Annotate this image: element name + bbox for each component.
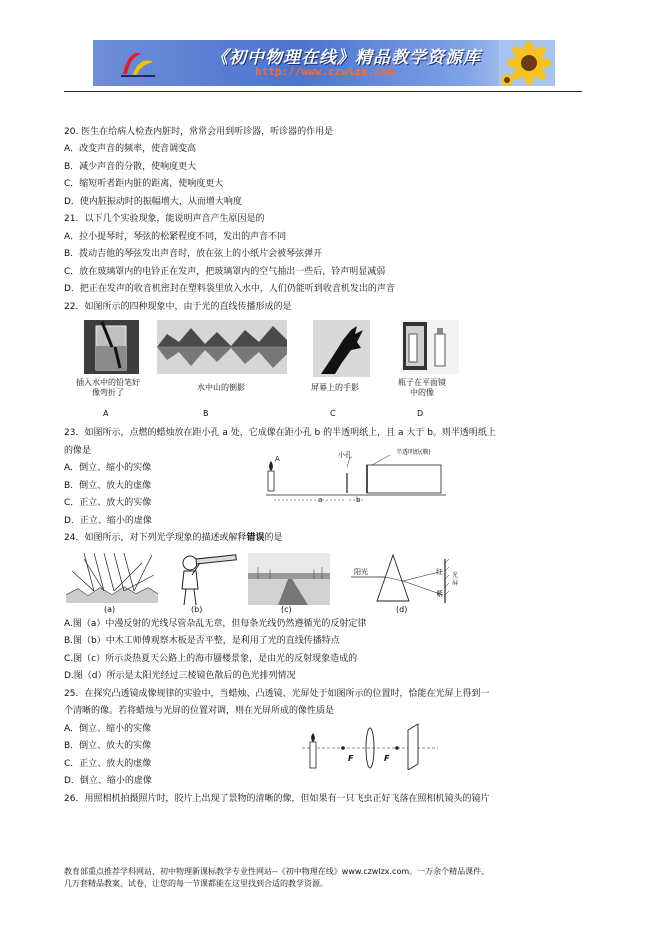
- q23-option-a: A．倒立、缩小的实像: [64, 463, 152, 473]
- header-rule: [64, 91, 582, 92]
- q23-label-b: b: [356, 496, 361, 504]
- q23-stem: 23．如图所示，点燃的蜡烛放在距小孔 a 处，它成像在距小孔 b 的半透明纸上，且 a 大于 b。则半透明纸上: [64, 428, 496, 438]
- q22-photo-hand-shadow: [313, 320, 370, 377]
- q25-label-f-right: F: [384, 754, 390, 763]
- q22-photo-bottle-mirror: [401, 320, 459, 374]
- q21-stem: 21．以下几个实验现象，能说明声音产生原因是的: [64, 214, 265, 224]
- footer-line-1: 教育部重点推荐学科网站、初中物理新课标教学专业性网站--《初中物理在线》www.czwlzx.com。一万余个精品课件、: [64, 867, 490, 876]
- q22-letter-a: A: [103, 409, 109, 418]
- q24-label-sunlight: 阳光: [354, 568, 368, 576]
- q24-option-d: D.图（d）所示是太阳光经过三棱镜色散后的色光排列情况: [64, 671, 296, 681]
- header-banner: [93, 40, 555, 86]
- q20-stem: 20. 医生在给病人检查内脏时，常常会用到听诊器，听诊器的作用是: [64, 127, 334, 137]
- q20-option-c: C．缩短听者距内脏的距离，使响度更大: [64, 179, 224, 189]
- q24-figure-c-mirage-road: [248, 553, 330, 605]
- q24-fig-letter-d: (d): [396, 605, 408, 614]
- q23-label-candle: A: [275, 455, 280, 463]
- q20-option-b: B．减少声音的分散，使响度更大: [64, 162, 197, 172]
- q21-option-d: D．把正在发声的收音机密封在塑料袋里放入水中，人们仍能听到收音机发出的声音: [64, 284, 395, 294]
- sunflower-icon: [499, 40, 555, 86]
- q24-fig-letter-b: (b): [191, 605, 203, 614]
- header-title: 《初中物理在线》精品教学资源库: [211, 48, 481, 68]
- q24-figure-b-carpenter: [176, 549, 238, 607]
- q23-option-b: B．倒立、放大的虚像: [64, 481, 152, 491]
- footer-line-2: 几万套精品教案、试卷，让您的每一节课都能在这里找到合适的教学资源。: [64, 879, 328, 888]
- q24-option-a: A.图（a）中漫反射的光线尽管杂乱无章，但每条光线仍然遵循光的反射定律: [64, 619, 367, 629]
- q24-stem-end: 的是: [264, 533, 283, 543]
- header-url[interactable]: http://www.czwlzx.com: [255, 65, 395, 78]
- q25-stem-continued: 个清晰的像。若将蜡烛与光屏的位置对调，则在光屏所成的像性质是: [64, 706, 335, 716]
- q25-option-a: A．倒立、缩小的实像: [64, 724, 152, 734]
- q24-fig-letter-c: (c): [281, 605, 292, 614]
- q24-label-screen: 光屏: [452, 572, 459, 587]
- q20-option-d: D．使内脏振动时的振幅增大，从而增大响度: [64, 197, 242, 207]
- q23-option-c: C．正立、放大的实像: [64, 498, 152, 508]
- q24-option-b: B.图（b）中木工师傅观察木板是否平整，是利用了光的直线传播特点: [64, 636, 340, 646]
- q24-fig-letter-a: (a): [104, 605, 116, 614]
- q24-figure-d-prism: [343, 549, 461, 607]
- q25-option-c: C．正立、放大的虚像: [64, 759, 152, 769]
- q23-label-pinhole: 小孔: [338, 451, 352, 459]
- q23-label-a: a: [318, 496, 323, 504]
- q25-label-f-left: F: [348, 754, 354, 763]
- q24-option-c: C.图（c）所示炎热夏天公路上的海市蜃楼景象，是由光的反射现象造成的: [64, 654, 358, 664]
- q22-letter-c: C: [330, 409, 336, 418]
- q25-lens-diagram: [300, 720, 440, 770]
- q24-stem-emphasis: 错误: [246, 533, 265, 543]
- q24-figure-a-diffuse-reflection: [64, 549, 160, 607]
- q22-caption-a: 插入水中的铅笔好像弯折了: [76, 378, 140, 397]
- q23-label-screen: 半透明纸(膜): [396, 449, 431, 456]
- q23-option-d: D．正立、缩小的虚像: [64, 516, 152, 526]
- q22-caption-d: 瓶子在平面镜中的像: [398, 378, 446, 397]
- q22-caption-b: 水中山的倒影: [197, 383, 245, 392]
- q22-photo-pencil-in-water: [84, 320, 139, 374]
- site-logo-icon: [119, 48, 157, 78]
- q22-caption-c: 屏幕上的手影: [311, 383, 359, 392]
- q25-stem: 25．在探究凸透镜成像规律的实验中，当蜡烛、凸透镜、光屏处于如图所示的位置时，恰能在光屏上得到一: [64, 689, 490, 699]
- q22-letter-d: D: [417, 409, 424, 418]
- q25-option-b: B．倒立、放大的实像: [64, 741, 152, 751]
- q21-option-c: C．放在玻璃罩内的电铃正在发声，把玻璃罩内的空气抽出一些后，铃声明显减弱: [64, 267, 386, 277]
- q22-letter-b: B: [203, 409, 209, 418]
- q24-stem-text: 24．如图所示，对下列光学现象的描述或解释: [64, 533, 247, 543]
- q24-stem: [64, 532, 283, 544]
- q26-stem: 26．用照相机拍摄照片时，胶片上出现了景物的清晰的像，但如果有一只飞虫正好飞落在照相机镜头的镜片: [64, 794, 490, 804]
- q23-stem-continued: 的像是: [64, 446, 92, 456]
- q22-stem: 22．如图所示的四种现象中，由于光的直线传播形成的是: [64, 302, 292, 312]
- q24-label-red: 红: [436, 568, 443, 576]
- q25-option-d: D．倒立、缩小的虚像: [64, 776, 152, 786]
- q21-option-a: A．拉小提琴时，琴弦的松紧程度不同，发出的声音不同: [64, 232, 287, 242]
- q22-photo-mountain-reflection: [157, 320, 287, 374]
- q21-option-b: B．拨动吉他的琴弦发出声音时，放在弦上的小纸片会被琴弦弹开: [64, 249, 323, 259]
- q20-option-a: A．改变声音的频率，使音调变高: [64, 144, 197, 154]
- q24-label-violet: 紫: [436, 590, 443, 598]
